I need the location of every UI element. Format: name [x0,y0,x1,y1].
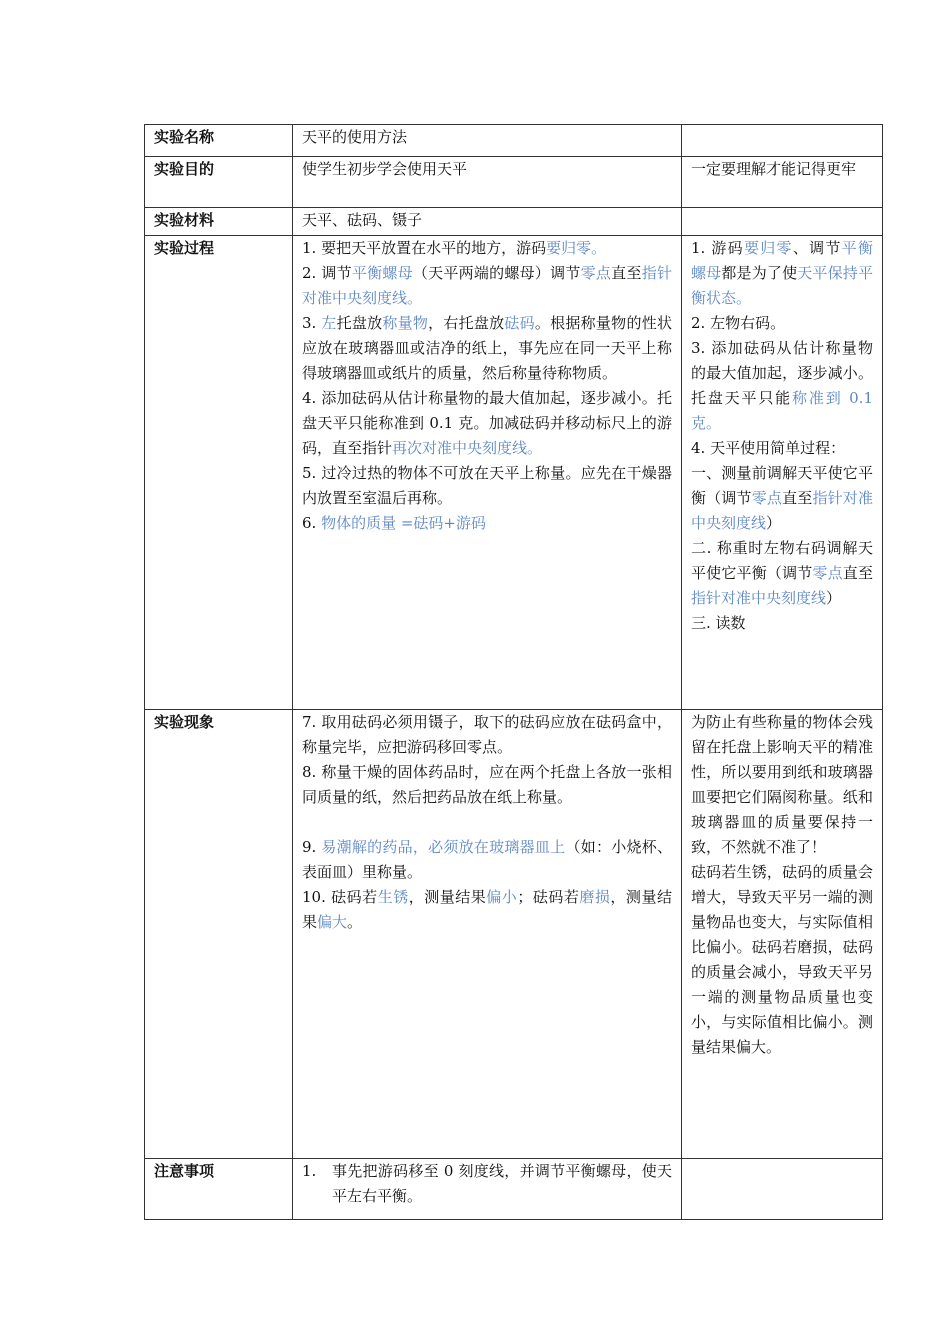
row-experiment-phenomenon [145,710,883,1159]
phenomenon-step-10: 10. 砝码若生锈，测量结果偏小；砝码若磨损，测量结果偏大。 [302,888,672,931]
process-note-5: 一、测量前调解天平使它平衡（调节零点直至指针对准中央刻度线） [691,464,873,532]
phenomenon-step-9: 9. 易潮解的药品，必须放在玻璃器皿上（如：小烧杯、表面皿）里称量。 [302,838,672,881]
process-note-3: 3. 添加砝码从估计称量物的最大值加起，逐步减小。托盘天平只能称准到 0.1 克。 [691,339,873,432]
phenomenon-step-7: 7. 取用砝码必须用镊子，取下的砝码应放在砝码盒中，称量完毕，应把游码移回零点。 [302,713,672,756]
experiment-name-note [682,125,883,157]
process-note-6: 二. 称重时左物右码调解天平使它平衡（调节零点直至指针对准中央刻度线） [691,539,873,607]
process-notes [682,236,883,710]
row-experiment-process [145,236,883,710]
phenomenon-steps [293,710,682,1159]
precautions-note [682,1159,883,1220]
precaution-text: 事先把游码移至 0 刻度线，并调节平衡螺母，使天平左右平衡。 [332,1162,672,1205]
row-experiment-purpose [145,157,883,208]
phenomenon-note-1: 为防止有些称量的物体会残留在托盘上影响天平的精准性，所以要用到纸和玻璃器皿要把它们隔阂称量。纸和玻璃器皿的质量要保持一致，不然就不准了！ [691,713,873,856]
row-experiment-materials [145,208,883,236]
process-steps [293,236,682,710]
experiment-purpose-value: 使学生初步学会使用天平 [293,157,682,208]
label-experiment-phenomenon: 实验现象 [145,710,293,1159]
experiment-materials-value: 天平、砝码、镊子 [293,208,682,236]
experiment-table [144,124,883,1220]
precautions-content [293,1159,682,1220]
process-step-1: 1. 要把天平放置在水平的地方，游码要归零。 [302,239,607,257]
label-experiment-purpose: 实验目的 [145,157,293,208]
phenomenon-step-8: 8. 称量干燥的固体药品时，应在两个托盘上各放一张相同质量的纸，然后把药品放在纸上称量。 [302,763,672,806]
experiment-name-value: 天平的使用方法 [293,125,682,157]
label-experiment-name: 实验名称 [145,125,293,157]
blank-line [302,810,672,835]
label-precautions: 注意事项 [145,1159,293,1220]
row-precautions [145,1159,883,1220]
process-note-7: 三. 读数 [691,614,746,632]
process-step-3: 3. 左托盘放称量物，右托盘放砝码。根据称量物的性状应放在玻璃器皿或洁净的纸上，事先应在同一天平上称得玻璃器皿或纸片的质量，然后称量待称物质。 [302,314,672,382]
process-step-4: 4. 添加砝码从估计称量物的最大值加起，逐步减小。托盘天平只能称准到 0.1 克。加减砝码并移动标尺上的游码，直至指针再次对准中央刻度线。 [302,389,672,457]
process-step-5: 5. 过冷过热的物体不可放在天平上称量。应先在干燥器内放置至室温后再称。 [302,464,672,507]
process-note-1: 1. 游码要归零、调节平衡螺母都是为了使天平保持平衡状态。 [691,239,873,307]
process-note-4: 4. 天平使用简单过程： [691,439,846,457]
process-step-2: 2. 调节平衡螺母（天平两端的螺母）调节零点直至指针对准中央刻度线。 [302,264,672,307]
experiment-purpose-note: 一定要理解才能记得更牢 [682,157,883,208]
process-step-6: 6. 物体的质量 =砝码+游码 [302,514,486,532]
row-experiment-name [145,125,883,157]
phenomenon-notes [682,710,883,1159]
phenomenon-note-2: 砝码若生锈，砝码的质量会增大，导致天平另一端的测量物品也变大，与实际值相比偏小。砝码若磨损，砝码的质量会减小，导致天平另一端的测量物品质量也变小，与实际值相比偏小。测量结果偏大。 [691,863,873,1056]
label-experiment-process: 实验过程 [145,236,293,710]
label-experiment-materials: 实验材料 [145,208,293,236]
precaution-number: 1. [302,1162,317,1180]
experiment-materials-note [682,208,883,236]
precaution-item-1 [302,1159,672,1209]
process-note-2: 2. 左物右码。 [691,314,786,332]
